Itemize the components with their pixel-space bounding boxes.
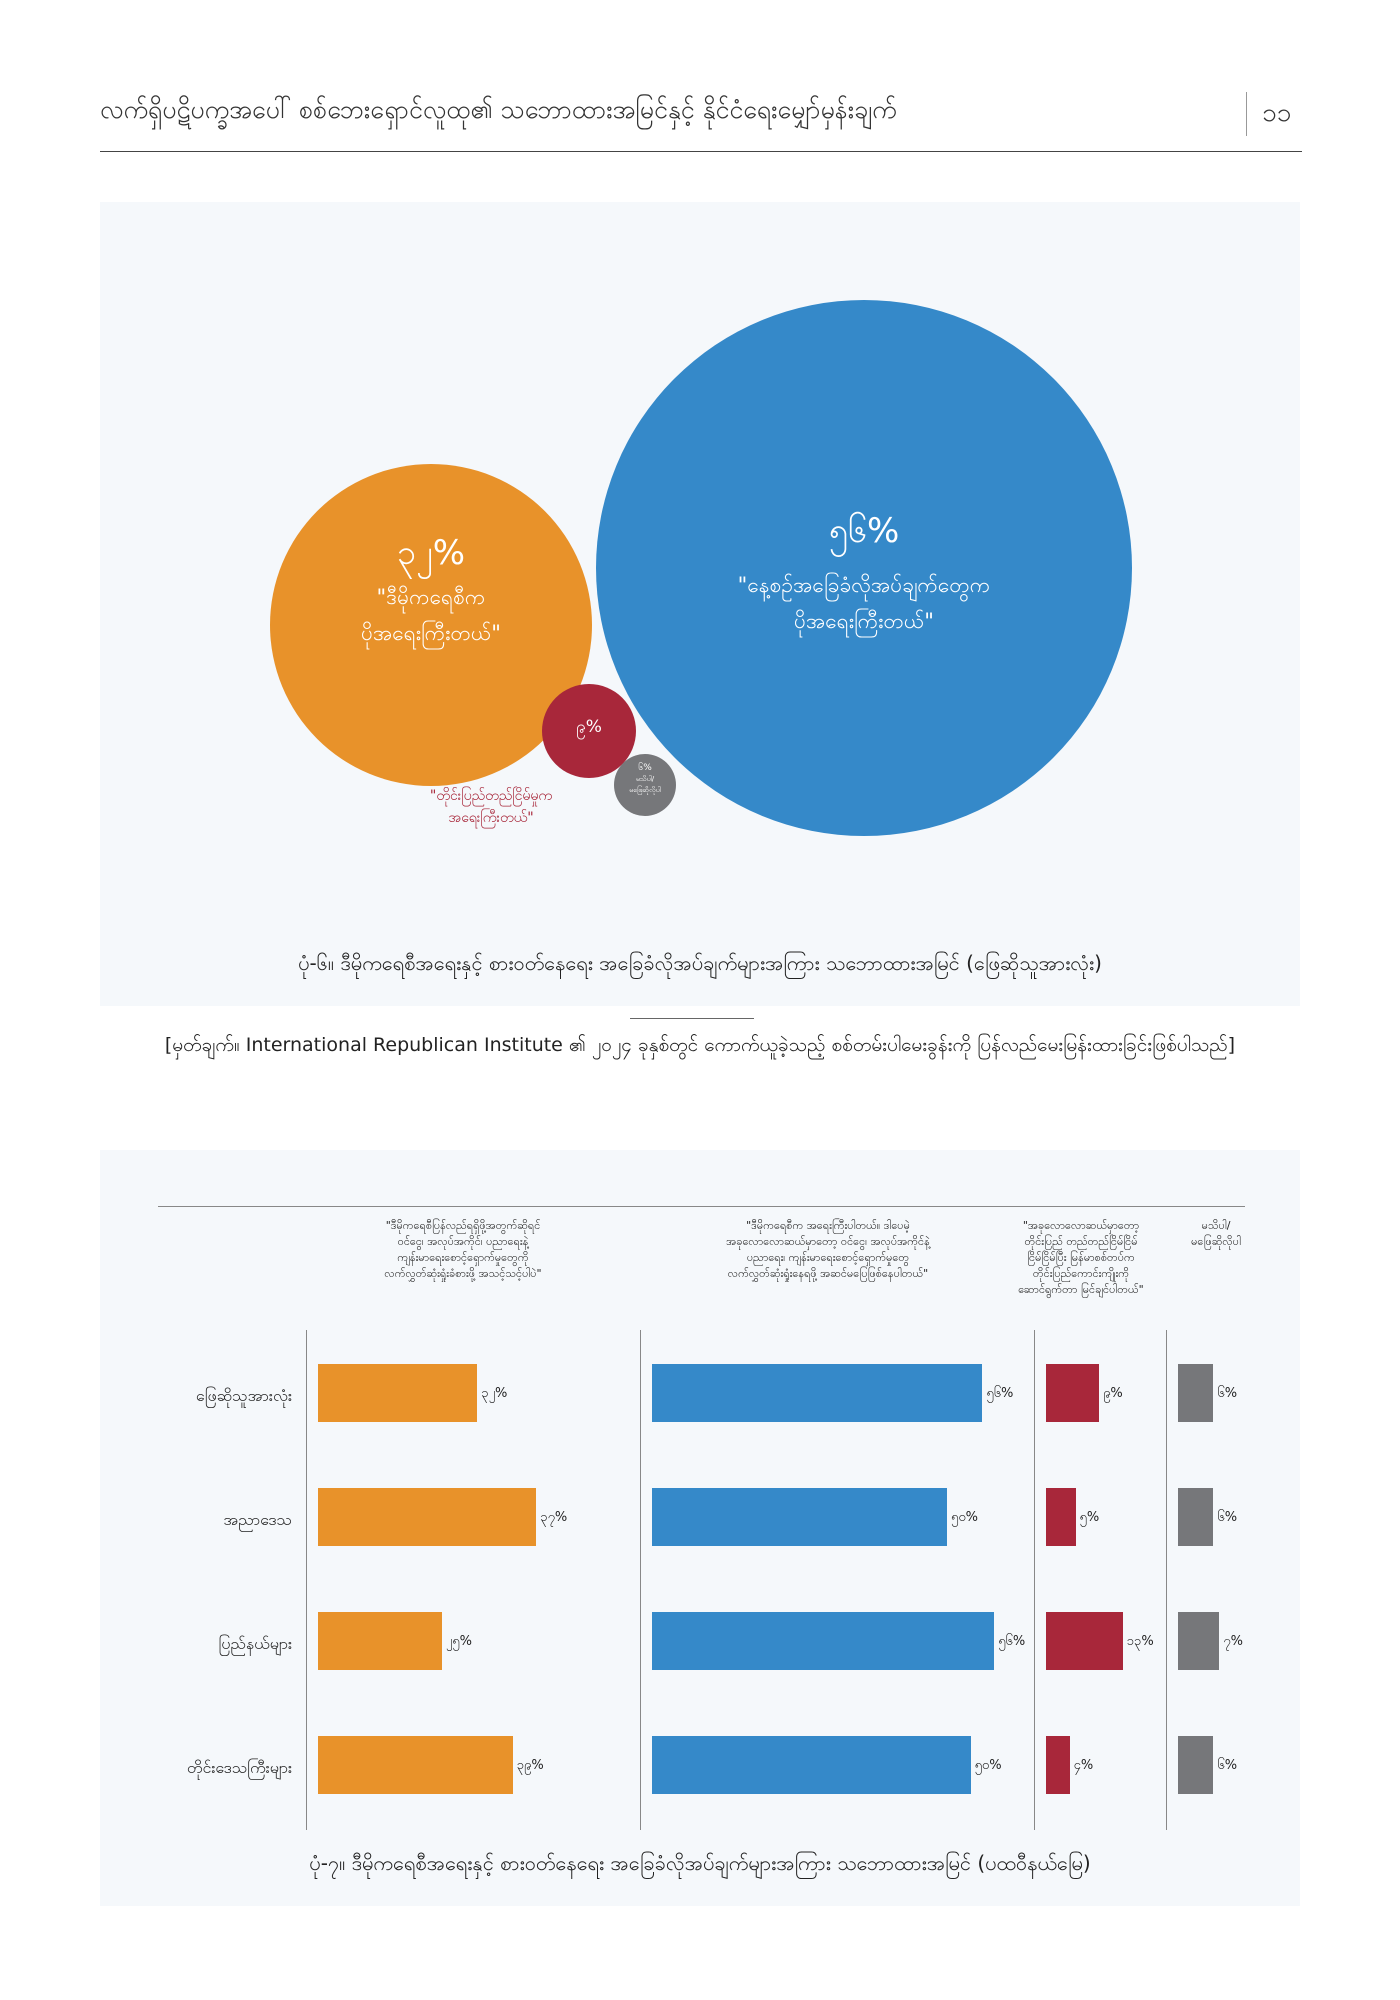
header-divider <box>1246 92 1247 136</box>
column-header-line: အခုလောလောဆယ်မှာတော့ ဝင်ငွေ၊ အလုပ်အကိုင်နဲ့ <box>726 1235 930 1248</box>
bubble-livelihood-value: ၅၆% <box>828 511 900 551</box>
value-label-democracy-all-respondents: ၃၂% <box>481 1386 508 1401</box>
column-separator <box>306 1330 307 1830</box>
bar-democracy-dry-zone <box>318 1488 536 1546</box>
value-label-democracy-states: ၂၅% <box>445 1634 472 1649</box>
value-label-dont-know-states: ၇% <box>1223 1634 1243 1649</box>
value-label-democracy-regions: ၃၉% <box>516 1758 544 1773</box>
row-label-dry-zone: အညာဒေသ <box>223 1510 292 1529</box>
bar-stability-states <box>1046 1612 1123 1670</box>
column-separator <box>1166 1330 1167 1830</box>
value-label-dont-know-regions: ၆% <box>1217 1758 1238 1773</box>
column-header-dont-know <box>1168 1218 1264 1250</box>
column-header-line: ပညာရေး၊ ကျန်းမာရေးစောင့်ရှောက်မှုတွေ <box>746 1251 910 1264</box>
column-header-line: ဆောင်ရွက်တာ မြင်ချင်ပါတယ်" <box>1018 1283 1144 1296</box>
figure7-caption: ပုံ-၇။ ဒီမိုကရေစီအရေးနှင့် စားဝတ်နေရေး အခြေခံလိုအပ်ချက်များအကြား သဘောထားအမြင် (ပထဝီနယ်မြေ) <box>309 1851 1091 1875</box>
page-number: ၁၁ <box>1262 98 1292 128</box>
value-label-livelihood-dry-zone: ၅၀% <box>951 1510 978 1525</box>
row-label-all-respondents: ဖြေဆိုသူအားလုံး <box>195 1386 292 1405</box>
column-header-line: ဝင်ငွေ၊ အလုပ်အကိုင်၊ ပညာရေးနဲ့ <box>397 1235 529 1248</box>
bar-livelihood-all-respondents <box>652 1364 982 1422</box>
bar-livelihood-states <box>652 1612 994 1670</box>
bar-democracy-regions <box>318 1736 513 1794</box>
row-label-regions: တိုင်းဒေသကြီးများ <box>186 1758 292 1777</box>
bubble-federal-label-2: အရေးကြီးတယ်" <box>448 810 534 826</box>
bubble-dont-know-label-2: မဖြေဆိုလိုပါ <box>629 786 661 794</box>
bubble-federal-label-1: "တိုင်းပြည်တည်ငြိမ်မှုက <box>429 788 553 804</box>
column-header-line: "အခုလောလောဆယ်မှာတော့ <box>1022 1219 1140 1232</box>
note-rule <box>630 1018 754 1019</box>
bubble-dont-know-value: ၆% <box>638 763 652 773</box>
value-label-livelihood-all-respondents: ၅၆% <box>986 1386 1014 1401</box>
bar-dont-know-states <box>1178 1612 1219 1670</box>
column-header-stability <box>1006 1218 1156 1298</box>
bubble-dont-know-label-1: မသိပါ/ <box>635 775 655 783</box>
value-label-livelihood-states: ၅၆% <box>998 1634 1026 1649</box>
column-header-line: ကျန်းမာရေးစောင့်ရှောက်မှုတွေကို <box>397 1251 529 1264</box>
bar-livelihood-regions <box>652 1736 971 1794</box>
figure6-caption: ပုံ-၆။ ဒီမိုကရေစီအရေးနှင့် စားဝတ်နေရေး အခြေခံလိုအပ်ချက်များအကြား သဘောထားအမြင် (ဖြေဆိုသူအားလုံး) <box>298 951 1102 975</box>
column-separator <box>1034 1330 1035 1830</box>
bar-stability-dry-zone <box>1046 1488 1076 1546</box>
column-header-line: "ဒီမိုကရေစီက အရေးကြီးပါတယ်။ ဒါပေမဲ့ <box>746 1219 910 1232</box>
figure7-panel <box>100 1150 1300 1906</box>
column-header-line: လက်လွှတ်ဆုံးရှုံးနေရဖို့ အဆင်မပြေဖြစ်နေပါတယ်" <box>727 1267 929 1280</box>
survey-note: [မှတ်ချက်။ International Republican Institute ၏ ၂၀၂၄ ခုနှစ်တွင် ကောက်ယူခဲ့သည့် စစ်တမ်းပါမေးခွန်းကို ပြန်လည်မေးမြန်းထားခြင်းဖြစ်ပါသည်] <box>164 1034 1236 1056</box>
value-label-democracy-dry-zone: ၃၇% <box>540 1510 568 1525</box>
bar-democracy-all-respondents <box>318 1364 477 1422</box>
value-label-stability-dry-zone: ၅% <box>1079 1510 1100 1525</box>
bubble-livelihood <box>596 300 1132 836</box>
bar-dont-know-all-respondents <box>1178 1364 1213 1422</box>
page-header-title: လက်ရှိပဋိပက္ခအပေါ် စစ်ဘေးရှောင်လူထု၏ သဘောထားအမြင်နှင့် နိုင်ငံရေးမျှော်မှန်းချက် <box>100 95 897 124</box>
column-separator <box>640 1330 641 1830</box>
column-header-line: ငြိမ်ငြိမ်ပြီး မြန်မာစစ်တပ်က <box>1027 1251 1135 1264</box>
bar-dont-know-dry-zone <box>1178 1488 1213 1546</box>
value-label-livelihood-regions: ၅၀% <box>974 1758 1002 1773</box>
bar-stability-regions <box>1046 1736 1070 1794</box>
column-header-line: တိုင်းပြည်ကောင်းကျိုးကို <box>1032 1267 1130 1280</box>
column-header-line: "ဒီမိုကရေစီပြန်လည်ရရှိဖို့အတွက်ဆိုရင် <box>385 1219 541 1232</box>
column-header-line: မဖြေဆိုလိုပါ <box>1191 1235 1241 1248</box>
bubble-federal-value: ၉% <box>576 717 602 737</box>
figure7-top-rule <box>158 1206 1245 1207</box>
value-label-dont-know-dry-zone: ၆% <box>1217 1510 1238 1525</box>
value-label-stability-states: ၁၃% <box>1126 1634 1154 1649</box>
header-rule <box>100 151 1302 152</box>
bubble-democracy-label-1: "ဒီမိုကရေစီက <box>376 585 486 609</box>
value-label-dont-know-all-respondents: ၆% <box>1217 1386 1238 1401</box>
column-header-line: တိုင်းပြည် တည်တည်ငြိမ်ငြိမ် <box>1024 1235 1138 1248</box>
value-label-stability-regions: ၄% <box>1073 1758 1094 1773</box>
column-header-democracy <box>328 1218 598 1282</box>
bubble-democracy-label-2: ပိုအရေးကြီးတယ်" <box>361 621 501 645</box>
bar-democracy-states <box>318 1612 442 1670</box>
row-label-states: ပြည်နယ်များ <box>218 1634 292 1653</box>
column-header-line: မသိပါ/ <box>1201 1219 1231 1232</box>
figure6-panel <box>100 202 1300 1006</box>
column-header-line: လက်လွှတ်ဆုံးရှုံးခံစားဖို့ အသင့်သင့်ပါပဲ" <box>384 1267 542 1280</box>
bubble-democracy-value: ၃၂% <box>396 533 466 573</box>
bubble-livelihood-label-1: "နေ့စဉ်အခြေခံလိုအပ်ချက်တွေက <box>737 573 991 597</box>
column-header-livelihood <box>678 1218 978 1282</box>
value-label-stability-all-respondents: ၉% <box>1103 1386 1123 1401</box>
bar-stability-all-respondents <box>1046 1364 1099 1422</box>
bar-livelihood-dry-zone <box>652 1488 947 1546</box>
bar-dont-know-regions <box>1178 1736 1213 1794</box>
bubble-livelihood-label-2: ပိုအရေးကြီးတယ်" <box>794 609 934 633</box>
